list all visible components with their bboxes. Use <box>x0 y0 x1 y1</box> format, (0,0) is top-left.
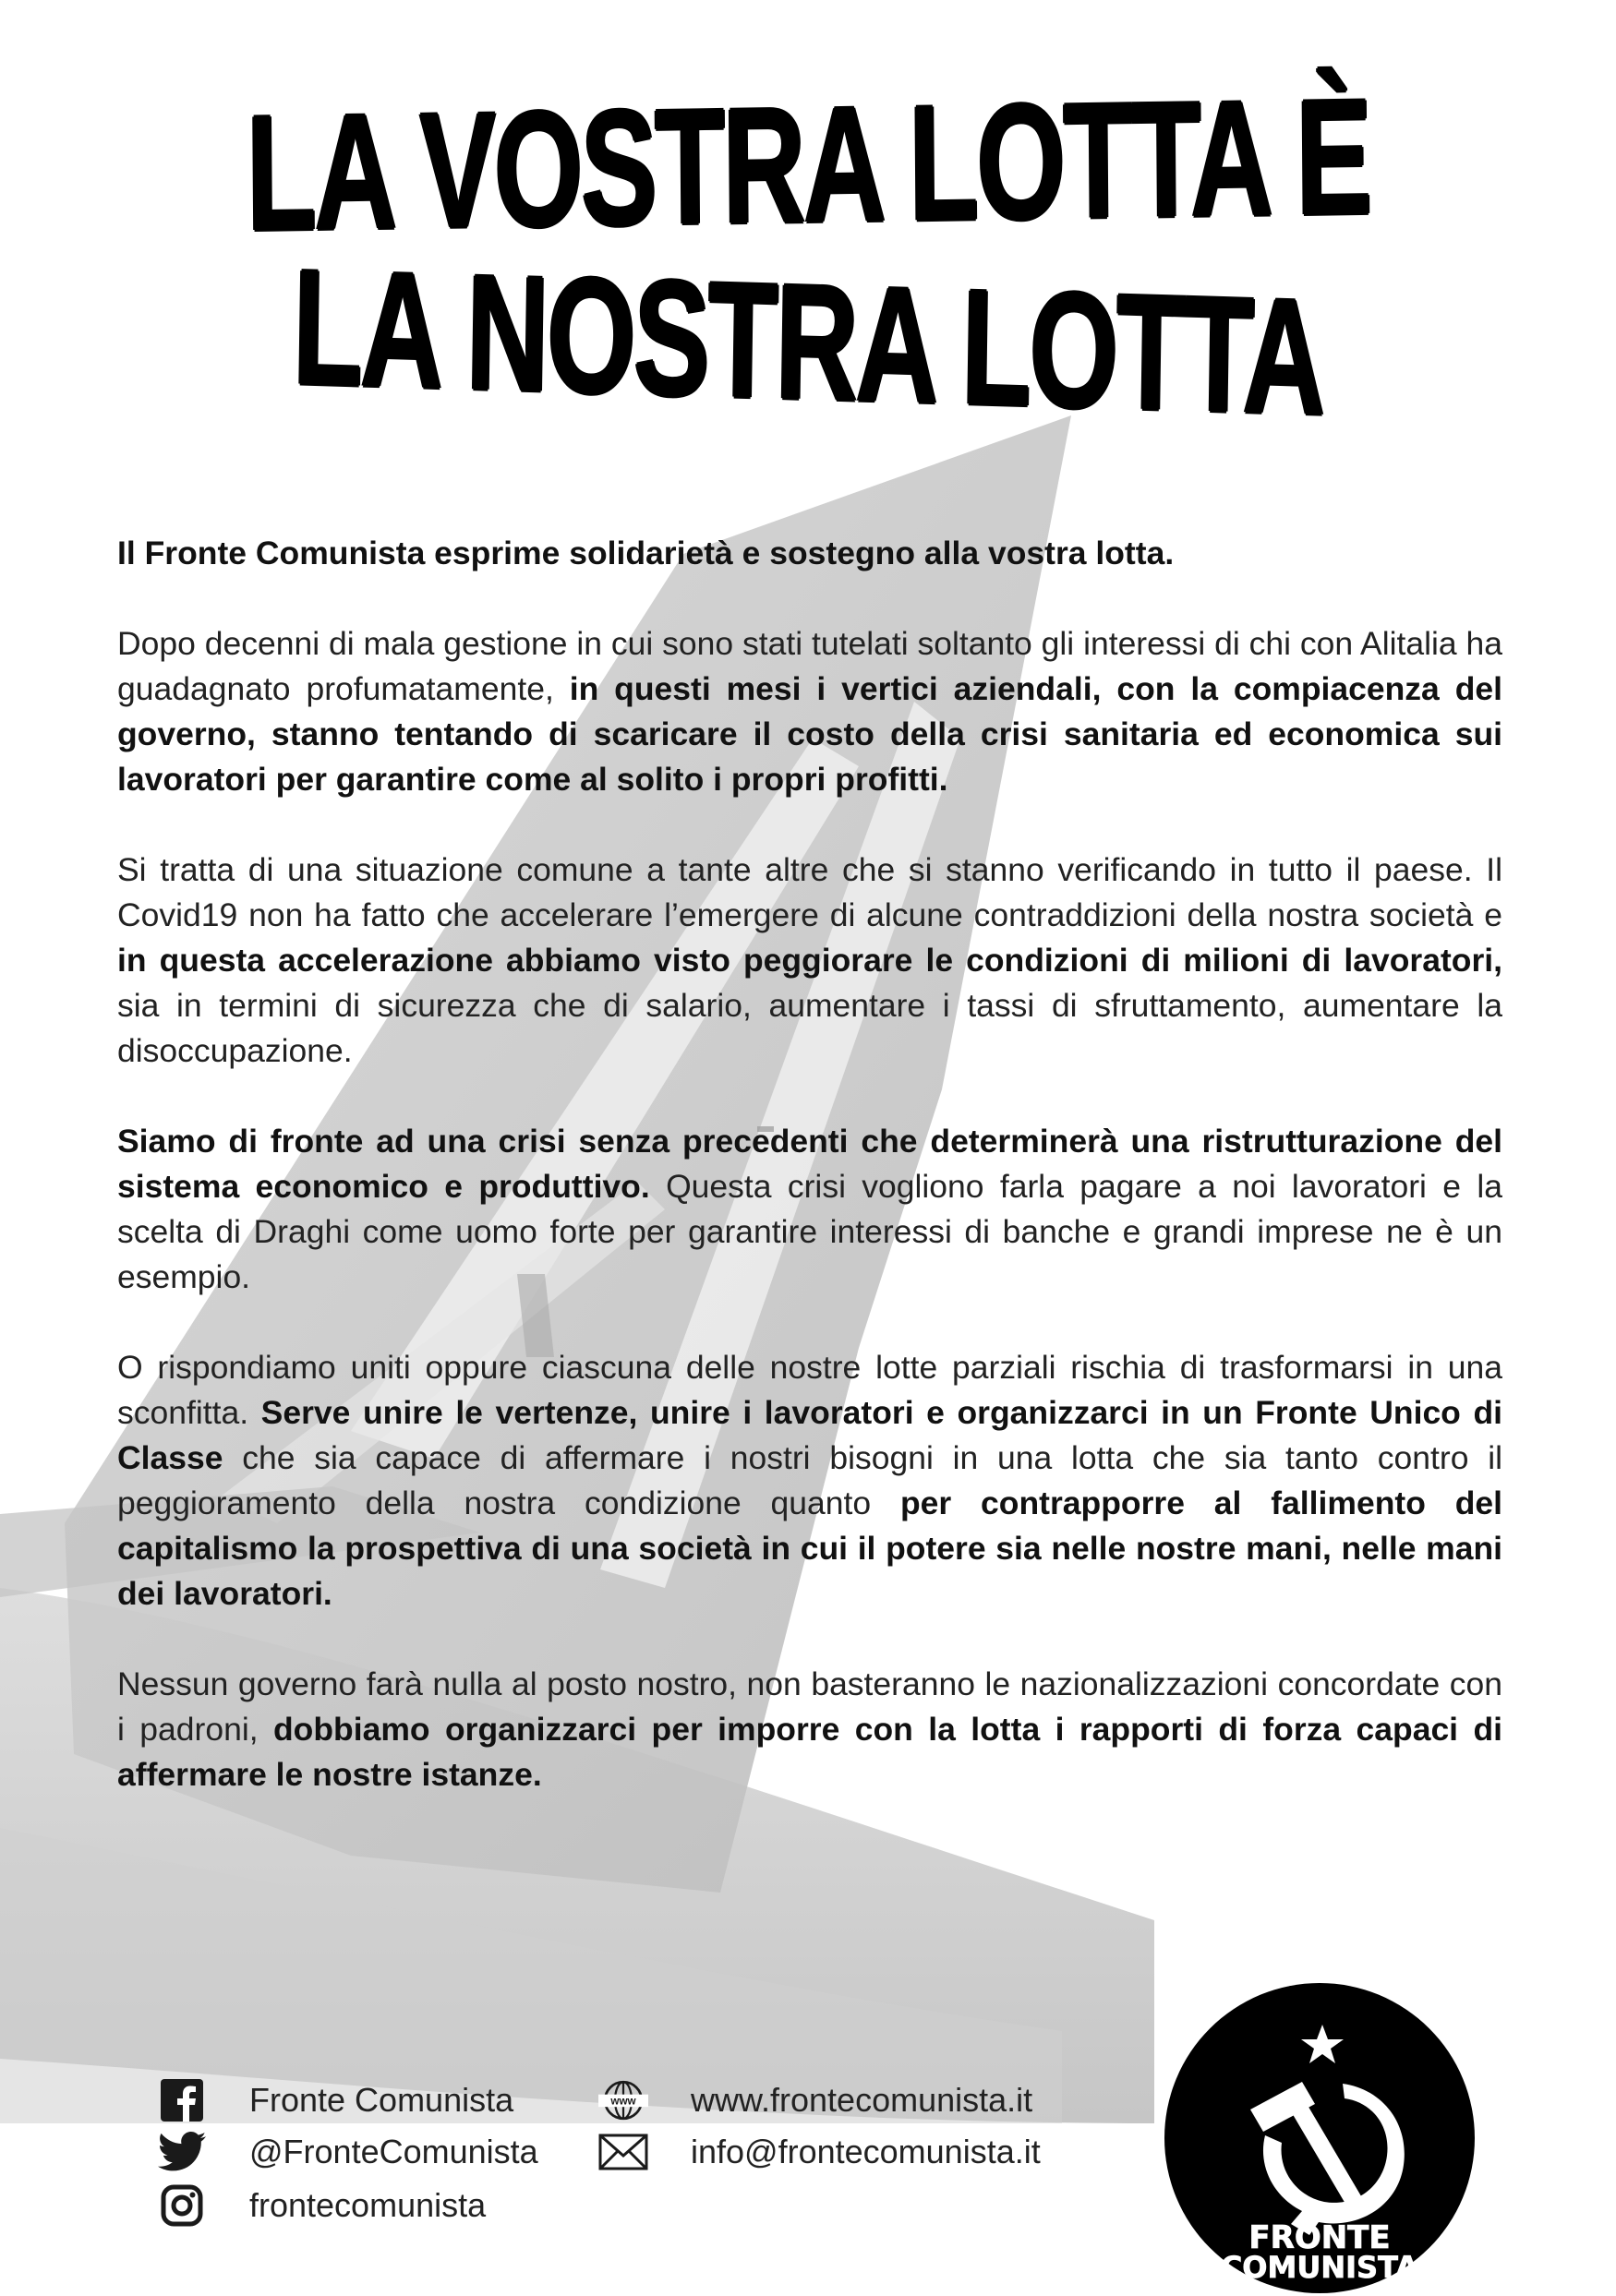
text-run: Nessun governo farà nulla al posto nostro, non basteranno le nazionalizzazioni concordate con i padroni, <box>117 1665 1502 1748</box>
bold-text-run: in questa accelerazione abbiamo visto peggiorare le condizioni di milioni di lavoratori, <box>117 942 1502 979</box>
contact-twitter-label: @FronteComunista <box>249 2133 538 2170</box>
contact-website[interactable] <box>598 2075 1032 2125</box>
paragraph-6 <box>117 1662 1502 1797</box>
contact-facebook-label: Fronte Comunista <box>249 2081 514 2119</box>
bold-text-run: Il Fronte Comunista esprime solidarietà e sostegno alla vostra lotta. <box>117 535 1175 571</box>
headline-line-2 <box>0 234 1616 450</box>
contact-facebook[interactable] <box>157 2075 513 2125</box>
bold-text-run: Serve unire le vertenze, unire i lavoratori e organizzarci in un Fronte Unico di Classe <box>117 1394 1502 1476</box>
instagram-icon <box>157 2181 207 2230</box>
contact-email[interactable] <box>598 2127 1041 2177</box>
contact-instagram-label: frontecomunista <box>249 2186 487 2224</box>
paragraph-5 <box>117 1345 1502 1617</box>
paragraph-3 <box>117 847 1502 1074</box>
text-run: Dopo decenni di mala gestione in cui sono stati tutelati soltanto gli interessi di chi con Alitalia ha guadagnato profumatamente, <box>117 625 1502 707</box>
facebook-icon <box>157 2075 207 2125</box>
bold-text-run: per contrapporre al fallimento del capitalismo la prospettiva di una società in cui il potere sia nelle nostre mani, nelle mani dei lavoratori. <box>117 1485 1502 1612</box>
logo-text-line-1: FRONTE <box>1248 2219 1391 2256</box>
text-run: O rispondiamo uniti oppure ciascuna delle nostre lotte parziali rischia di trasformarsi in una sconfitta. <box>117 1349 1502 1431</box>
text-run: Si tratta di una situazione comune a tante altre che si stanno verificando in tutto il paese. Il Covid19 non ha fatto che accelerare l’emergere di alcune contraddizioni della nostra società e <box>117 851 1502 933</box>
text-run: Questa crisi vogliono farla pagare a noi lavoratori e la scelta di Draghi come uomo forte per garantire interessi di banche e grandi imprese ne è un esempio. <box>117 1168 1502 1295</box>
fronte-comunista-logo <box>1162 1980 1477 2296</box>
headline-line-1 <box>0 64 1616 266</box>
bold-text-run: in questi mesi i vertici aziendali, con la compiacenza del governo, stanno tentando di scaricare il costo della crisi sanitaria ed economica sui lavoratori per garantire come al solito i propri profitti. <box>117 670 1502 798</box>
text-run: sia in termini di sicurezza che di salario, aumentare i tassi di sfruttamento, aumentare la disoccupazione. <box>117 987 1502 1069</box>
logo-text-line-2: COMUNISTA <box>1220 2250 1419 2285</box>
envelope-icon <box>598 2127 648 2177</box>
contact-website-label: www.frontecomunista.it <box>691 2081 1033 2119</box>
bold-text-run: Siamo di fronte ad una crisi senza precedenti che determinerà una ristrutturazione del sistema economico e produttivo. <box>117 1123 1502 1205</box>
contact-twitter[interactable] <box>157 2127 538 2177</box>
paragraph-1 <box>117 531 1502 576</box>
paragraph-4 <box>117 1119 1502 1300</box>
body-text <box>117 531 1502 1843</box>
bold-text-run: dobbiamo organizzarci per imporre con la lotta i rapporti di forza capaci di affermare le nostre istanze. <box>117 1711 1502 1793</box>
svg-text:www: www <box>610 2095 636 2108</box>
paragraph-2 <box>117 621 1502 802</box>
text-run: che sia capace di affermare i nostri bisogni in una lotta che sia tanto contro il peggioramento della nostra condizione quanto <box>117 1439 1502 1521</box>
contact-instagram[interactable] <box>157 2181 486 2230</box>
headline-line-2-text: LA NOSTRA LOTTA <box>291 234 1325 450</box>
contact-email-label: info@frontecomunista.it <box>691 2133 1041 2170</box>
twitter-icon <box>157 2127 207 2177</box>
globe-www-icon <box>598 2075 648 2125</box>
headline-line-1-text: LA VOSTRA LOTTA È <box>245 64 1371 266</box>
